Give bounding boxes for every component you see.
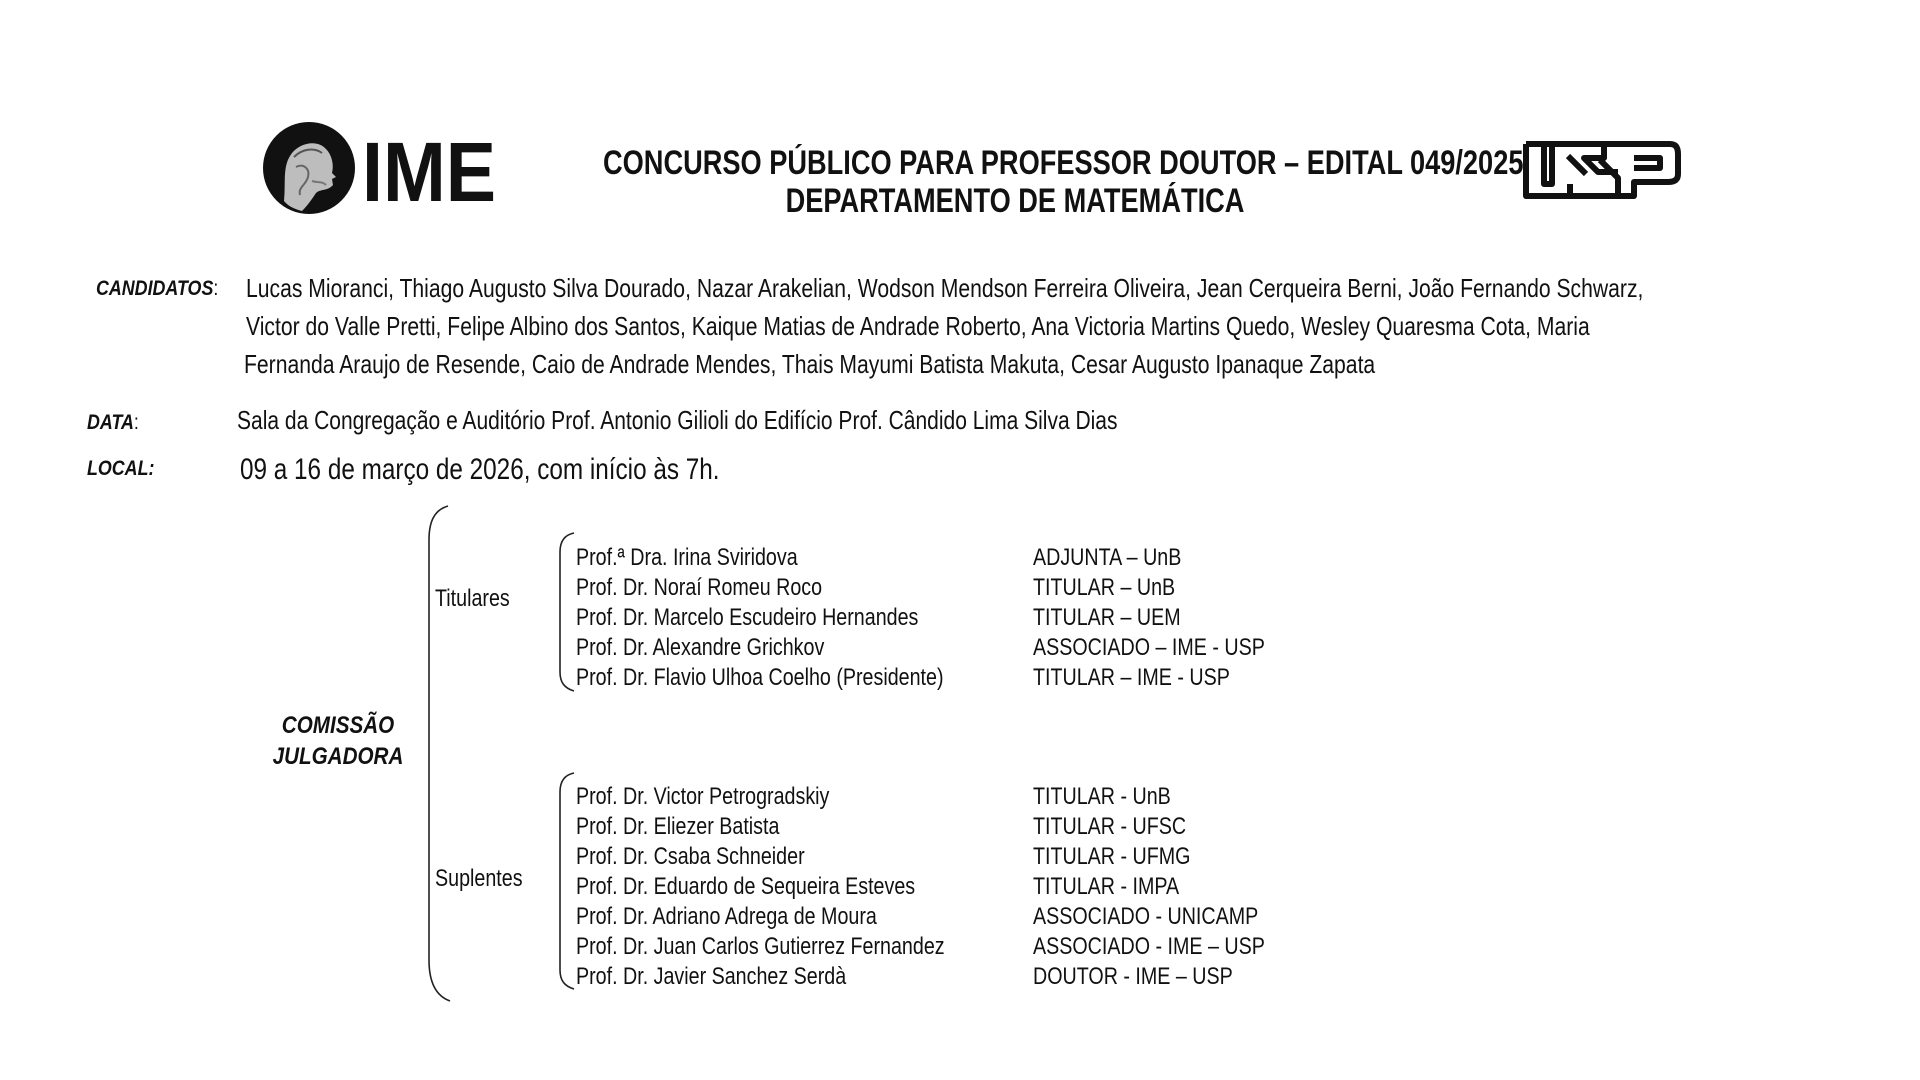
suplente-role-row [1033,902,1316,932]
suplente-role-row [1033,932,1316,962]
comissao-label [262,710,414,772]
member-role: TITULAR - UFSC [1033,813,1187,840]
titulares-list [576,543,1024,693]
ime-logo-text: IME [362,125,496,215]
member-role: DOUTOR - IME – USP [1033,963,1233,990]
suplente-role-row [1033,812,1316,842]
data-label-text: DATA [87,411,134,434]
member-name: Prof. Dr. Marcelo Escudeiro Hernandes [576,604,919,631]
suplente-role-row [1033,842,1316,872]
comissao-label-line-1: COMISSÃO [281,712,395,739]
suplentes-roles [1033,782,1316,992]
titular-role-row [1033,663,1316,693]
titulares-roles [1033,543,1316,693]
titular-row [576,603,1024,633]
suplente-row [576,812,1026,842]
ime-logo [262,121,500,215]
candidatos-colon: : [213,277,219,300]
titular-role-row [1033,603,1316,633]
ime-seal-icon [262,121,500,215]
member-role: TITULAR - IMPA [1033,873,1180,900]
candidatos-label [96,277,240,301]
titular-row [576,543,1024,573]
suplentes-list [576,782,1026,992]
suplente-row [576,872,1026,902]
suplente-row [576,782,1026,812]
member-name: Prof. Dr. Flavio Ulhoa Coelho (Presidente) [576,664,944,691]
titular-row [576,663,1024,693]
member-role: ASSOCIADO - IME – USP [1033,933,1265,960]
member-name: Prof. Dr. Csaba Schneider [576,843,805,870]
data-colon: : [133,411,139,434]
title-line-1: CONCURSO PÚBLICO PARA PROFESSOR DOUTOR – EDITAL 049/2025 [603,144,1524,182]
member-name: Prof. Dr. Juan Carlos Gutierrez Fernandez [576,933,945,960]
member-name: Prof.ª Dra. Irina Sviridova [576,544,798,571]
member-role: ASSOCIADO – IME - USP [1033,634,1265,661]
member-role: ADJUNTA – UnB [1033,544,1182,571]
local-label-text: LOCAL: [87,457,155,480]
suplente-role-row [1033,872,1316,902]
suplente-row [576,842,1026,872]
member-name: Prof. Dr. Adriano Adrega de Moura [576,903,877,930]
candidatos-line-2: Victor do Valle Pretti, Felipe Albino dos Santos, Kaique Matias de Andrade Roberto, Ana Victoria Martins Quedo, Wesley Quaresma Cota, Maria [246,311,1590,341]
title-line-2: DEPARTAMENTO DE MATEMÁTICA [785,182,1245,220]
member-role: TITULAR – IME - USP [1033,664,1230,691]
member-name: Prof. Dr. Noraí Romeu Roco [576,574,823,601]
suplente-role-row [1033,782,1316,812]
candidatos-label-text: CANDIDATOS [96,277,214,300]
suplente-row [576,932,1026,962]
titular-role-row [1033,633,1316,663]
candidatos-line-1: Lucas Mioranci, Thiago Augusto Silva Dourado, Nazar Arakelian, Wodson Mendson Ferreira Oliveira, Jean Cerqueira Berni, João Fernando Schwarz, [246,273,1644,303]
titular-role-row [1033,543,1316,573]
member-name: Prof. Dr. Eliezer Batista [576,813,780,840]
data-label [87,411,148,435]
suplente-row [576,902,1026,932]
local-value [240,453,832,487]
suplentes-label-text: Suplentes [435,865,523,892]
local-label [87,457,166,481]
titular-row [576,633,1024,663]
suplente-row [576,962,1026,992]
comissao-label-line-2: JULGADORA [272,743,404,770]
member-role: TITULAR – UEM [1033,604,1181,631]
titular-row [576,573,1024,603]
candidatos-list [246,269,1920,383]
document-title [500,144,1530,220]
data-value [237,405,1327,436]
member-role: TITULAR - UnB [1033,783,1171,810]
data-value-text: Sala da Congregação e Auditório Prof. Antonio Gilioli do Edifício Prof. Cândido Lima Silva Dias [237,405,1118,435]
member-name: Prof. Dr. Alexandre Grichkov [576,634,825,661]
suplente-role-row [1033,962,1316,992]
titulares-label [435,585,526,613]
usp-logo [1522,138,1682,204]
member-name: Prof. Dr. Victor Petrogradskiy [576,783,830,810]
local-value-text: 09 a 16 de março de 2026, com início às 7h. [240,453,720,486]
member-role: TITULAR – UnB [1033,574,1176,601]
titular-role-row [1033,573,1316,603]
candidatos-line-3: Fernanda Araujo de Resende, Caio de Andrade Mendes, Thais Mayumi Batista Makuta, Cesar Augusto Ipanaque Zapata [244,349,1376,379]
outer-brace-icon [420,500,460,1010]
titulares-label-text: Titulares [435,585,510,612]
suplentes-label [435,865,542,893]
member-name: Prof. Dr. Javier Sanchez Serdà [576,963,847,990]
member-role: ASSOCIADO - UNICAMP [1033,903,1259,930]
member-name: Prof. Dr. Eduardo de Sequeira Esteves [576,873,916,900]
usp-logo-icon [1522,138,1682,204]
member-role: TITULAR - UFMG [1033,843,1191,870]
